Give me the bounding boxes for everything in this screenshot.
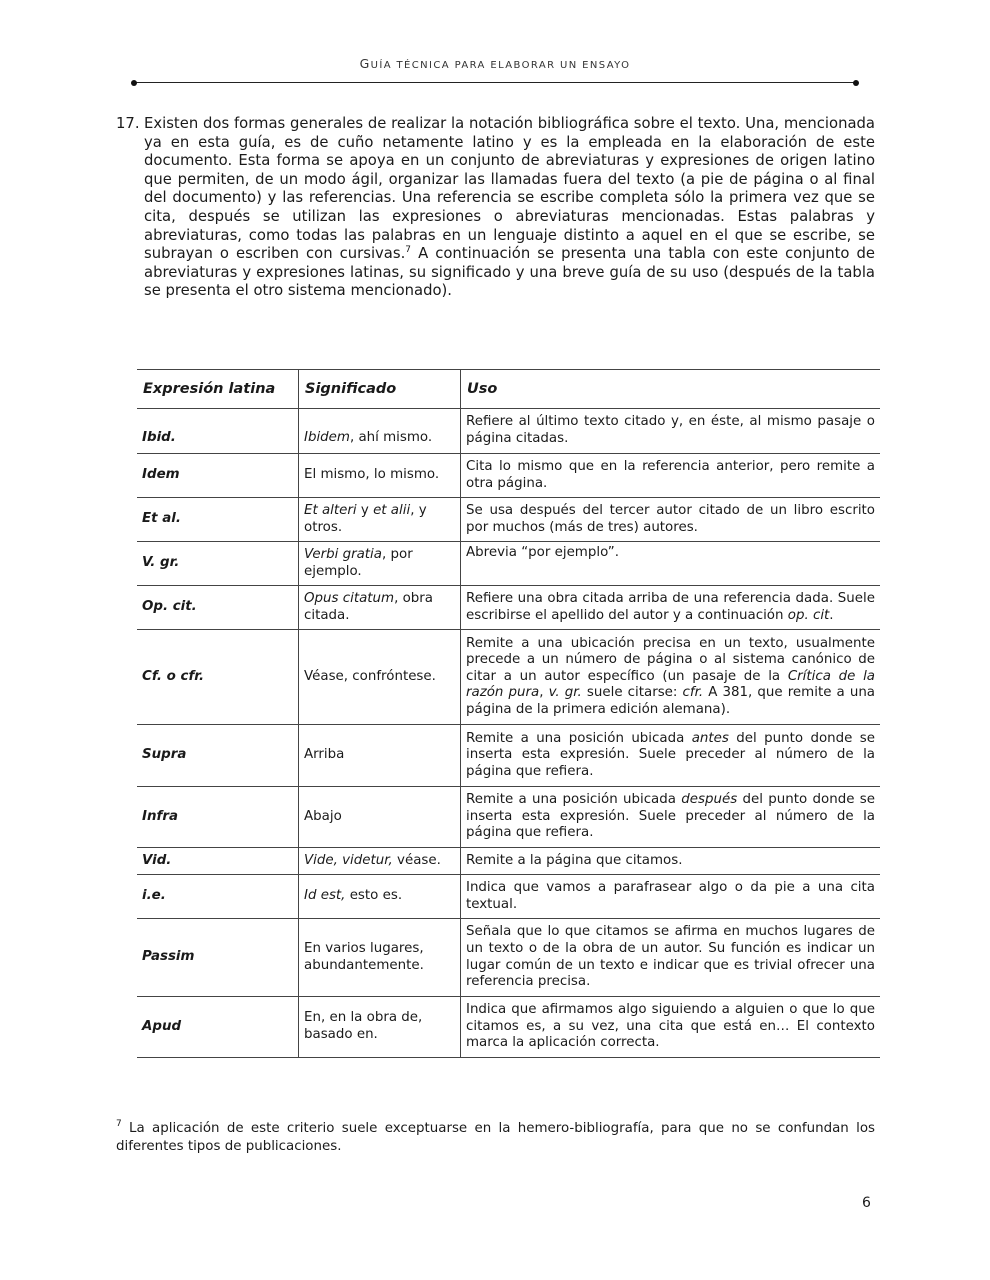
row-usage: Indica que vamos a parafrasear algo o da pie a una cita textual. [461, 875, 881, 919]
meaning-latin: Ibidem [304, 430, 350, 446]
row-expression: Et al. [137, 498, 299, 542]
row-usage [461, 630, 881, 725]
running-head-cap: G [359, 56, 371, 71]
table-row [137, 848, 880, 875]
table-row [137, 498, 880, 542]
paragraph-text-continued: A continuación se presenta una tabla con este conjunto de abreviaturas y expresiones latinas, su significado y una breve guía de su uso (después de la tabla se presenta el otro sistema mencionado). [144, 245, 875, 300]
meaning-latin: Opus citatum [304, 590, 395, 606]
table-row [137, 409, 880, 454]
row-expression: Passim [137, 919, 299, 997]
usage-title: Crítica de la razón pura [466, 668, 875, 701]
row-meaning: Abajo [299, 787, 461, 848]
footnote-reference[interactable]: 7 [405, 245, 412, 256]
row-expression: i.e. [137, 875, 299, 919]
row-meaning [299, 586, 461, 630]
table-row [137, 586, 880, 630]
footnote-mark: 7 [116, 1119, 122, 1129]
row-expression: Idem [137, 454, 299, 498]
row-usage: Cita lo mismo que en la referencia anterior, pero remite a otra página. [461, 454, 881, 498]
row-meaning: Arriba [299, 725, 461, 787]
paragraph-text-main: Existen dos formas generales de realizar la notación bibliográfica sobre el texto. Una, mencionada ya en esta guía, es de cuño netamente latino y es la empleada en la elaboración de este documento. Esta forma se apoya en un conjunto de abreviaturas y expresiones de origen latino que permiten, de un modo ágil, organizar las llamadas fuera del texto (a pie de página o al final del documento) y las referencias. Una referencia se escribe completa sólo la primera vez que se cita, después se utilizan las expresiones o abreviaturas mencionadas. Estas palabras y abreviaturas, como todas las palabras en un lenguaje distinto a aquel en el que se escribe, se subrayan o escriben con cursivas. [144, 115, 875, 263]
row-usage: Se usa después del tercer autor citado de un libro escrito por muchos (más de tres) autores. [461, 498, 881, 542]
row-expression: Supra [137, 725, 299, 787]
meaning-latin: Vide, videtur, [304, 852, 393, 868]
usage-text-end: del punto donde se inserta esta expresión. Suele preceder al número de la página que refiera. [466, 792, 875, 841]
paragraph-number: 17. [116, 115, 140, 132]
usage-text-end: del punto donde se inserta esta expresión. Suele preceder al número de la página que refiera. [466, 730, 875, 779]
meaning-latin: Et alteri [304, 502, 357, 518]
row-meaning [299, 409, 461, 454]
row-meaning: Véase, confróntese. [299, 630, 461, 725]
meaning-latin: Verbi gratia [304, 546, 382, 562]
row-meaning [299, 542, 461, 586]
row-meaning [299, 848, 461, 875]
row-usage [461, 586, 881, 630]
table-row [137, 454, 880, 498]
row-usage [461, 787, 881, 848]
meaning-text: , ahí mismo. [349, 430, 433, 446]
table-row [137, 542, 880, 586]
row-usage: Indica que afirmamos algo siguiendo a alguien o que lo que citamos es, a su vez, una cita que está en… El contexto marca la aplicación correcta. [461, 997, 881, 1058]
row-usage: Señala que lo que citamos se afirma en muchos lugares de un texto o de la obra de un autor. Su función es indicar un lugar común de un texto e indicar que es trivial ofrecer una referencia precisa. [461, 919, 881, 997]
row-expression: Vid. [137, 848, 299, 875]
footnote [116, 1120, 875, 1155]
row-meaning: El mismo, lo mismo. [299, 454, 461, 498]
row-meaning: En varios lugares, abundantemente. [299, 919, 461, 997]
usage-latin: op. cit [787, 607, 830, 623]
table-row [137, 875, 880, 919]
row-expression: Apud [137, 997, 299, 1058]
header-expresion-latina: Expresión latina [137, 370, 299, 409]
footnote-text: La aplicación de este criterio suele exceptuarse en la hemero-bibliografía, para que no se confundan los diferentes tipos de publicaciones. [116, 1121, 875, 1154]
row-meaning [299, 498, 461, 542]
meaning-latin-2: et alii [373, 502, 411, 518]
table-header-row [137, 370, 880, 409]
rule-right-dot [853, 80, 859, 86]
usage-text-end: A 381, que remite a una página de la primera edición alemana). [466, 685, 876, 717]
meaning-latin: Id est, [304, 888, 346, 904]
meaning-text: , y otros. [304, 502, 427, 535]
table-row [137, 919, 880, 997]
row-meaning: En, en la obra de, basado en. [299, 997, 461, 1058]
usage-text: Remite a una posición ubicada [466, 792, 682, 808]
row-expression: V. gr. [137, 542, 299, 586]
row-expression: Cf. o cfr. [137, 630, 299, 725]
row-expression: Infra [137, 787, 299, 848]
usage-text: Refiere una obra citada arriba de una referencia dada. Suele escribirse el apellido del autor y a continuación [466, 590, 875, 623]
usage-emphasis: antes [691, 730, 729, 746]
row-expression: Op. cit. [137, 586, 299, 630]
meaning-text: véase. [392, 852, 441, 868]
row-usage: Remite a la página que citamos. [461, 848, 881, 875]
usage-emphasis: después [681, 792, 738, 808]
table-row [137, 787, 880, 848]
meaning-connector: y [356, 502, 374, 518]
usage-latin-2: cfr. [682, 685, 704, 701]
usage-text: Remite a una posición ubicada [466, 730, 692, 746]
row-usage [461, 725, 881, 787]
usage-text: Remite a una ubicación precisa en un texto, usualmente precede a un número de página o al sistema canónico de citar a un autor específico (un pasaje de la [466, 635, 875, 684]
header-uso: Uso [461, 370, 881, 409]
table-row [137, 630, 880, 725]
usage-latin: v. gr. [548, 685, 582, 701]
running-head-rest: UÍA TÉCNICA PARA ELABORAR UN ENSAYO [370, 60, 631, 71]
usage-text-end: . [829, 607, 834, 623]
running-head [0, 56, 990, 71]
paragraph-text [144, 115, 875, 301]
usage-text-mid: suele citarse: [581, 685, 683, 701]
page-number: 6 [862, 1195, 871, 1211]
latin-expressions-table [137, 369, 880, 1058]
table-row [137, 997, 880, 1058]
row-expression: Ibid. [137, 409, 299, 454]
usage-sep: , [539, 685, 549, 701]
header-rule [134, 82, 856, 83]
meaning-text: esto es. [345, 888, 403, 904]
rule-left-dot [131, 80, 137, 86]
row-usage: Refiere al último texto citado y, en éste, al mismo pasaje o página citadas. [461, 409, 881, 454]
header-significado: Significado [299, 370, 461, 409]
table-row [137, 725, 880, 787]
row-meaning [299, 875, 461, 919]
meaning-text: , obra citada. [304, 590, 434, 623]
row-usage: Abrevia “por ejemplo”. [461, 542, 881, 586]
meaning-text: , por ejemplo. [304, 546, 413, 579]
numbered-paragraph [116, 115, 875, 301]
